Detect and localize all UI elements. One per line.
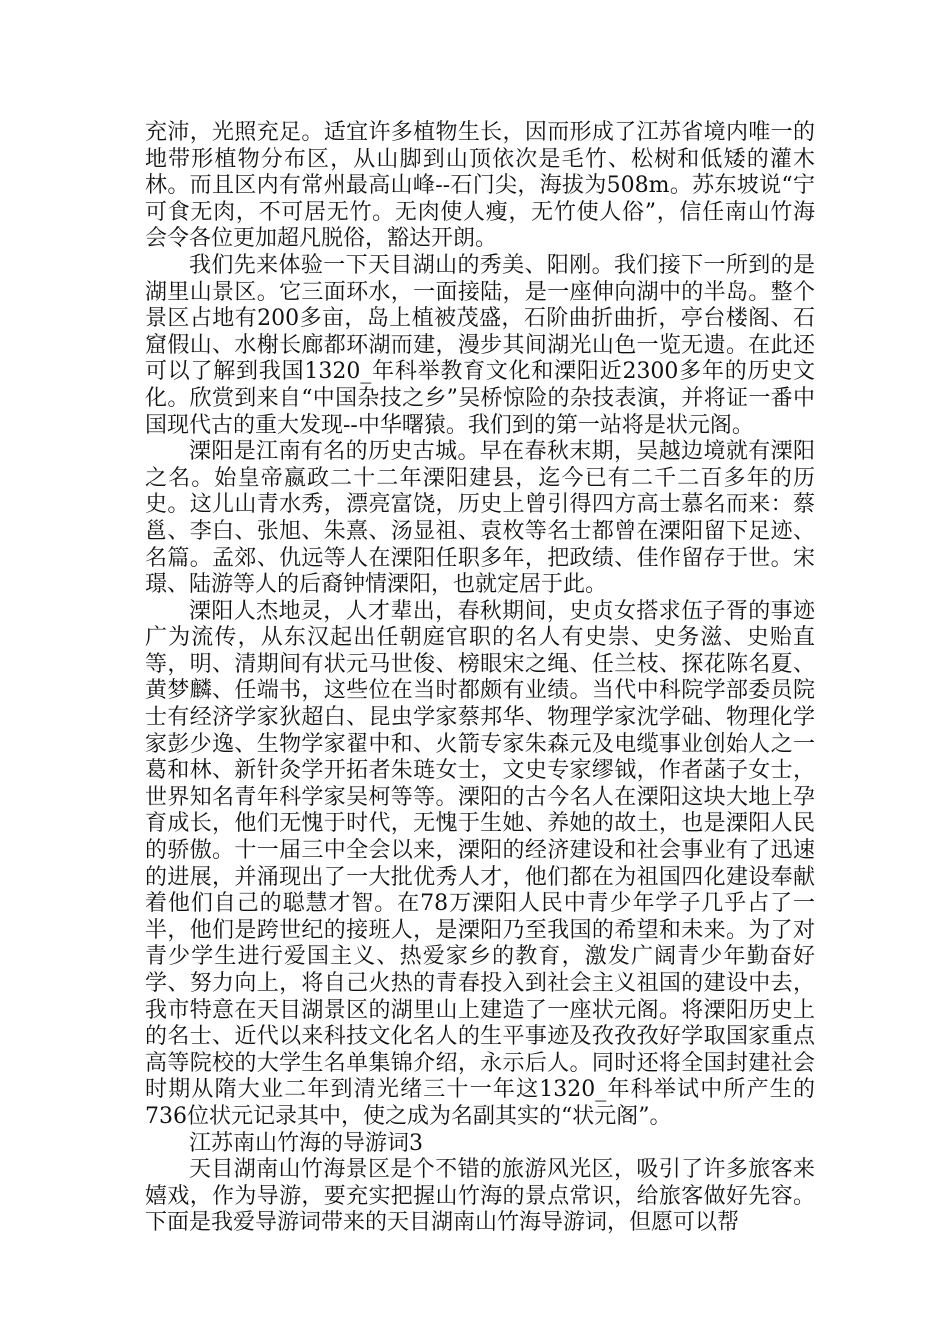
paragraph-liyang-people: 溧阳人杰地灵，人才辈出，春秋期间，史贞女搭求伍子胥的事迹广为流传，从东汉起出任朝庭官职的名人有史崇、史务滋、史贻直等，明、清期间有状元马世俊、榜眼宋之绳、任兰枝、探花陈名夏、黄梦麟、任端书，这些位在当时都颇有业绩。当代中科院学部委员院士有经济学家狄超白、昆虫学家蔡邦华、物理学家沈学础、物理化学家彭少逸、生物学家翟中和、火箭专家朱森元及电缆事业创始人之一葛和林、新针灸学开拓者朱琏女士，文史专家缪钺，作者菡子女士，世界知名青年科学家吴柯等等。溧阳的古今名人在溧阳这块大地上孕育成长，他们无愧于时代，无愧于生她、养她的故土，也是溧阳人民的骄傲。十一届三中全会以来，溧阳的经济建设和社会事业有了迅速的进展，并涌现出了一大批优秀人才，他们都在为祖国四化建设奉献着他们自己的聪慧才智。在78万溧阳人民中青少年学子几乎占了一半，他们是跨世纪的接班人，是溧阳乃至我国的希望和未来。为了对青少学生进行爱国主义、热爱家乡的教育，激发广阔青少年勤奋好学、努力向上，将自己火热的青春投入到社会主义祖国的建设中去，我市特意在天目湖景区的湖里山上建造了一座状元阁。将溧阳历史上的名士、近代以来科技文化名人的生平事迹及孜孜孜好学取国家重点高等院校的大学生名单集锦介绍，永示后人。同时还将全国封建社会时期从隋大业二年到清光绪三十一年这1320_年科举试中所产生的736位状元记录其中，使之成为名副其实的“状元阁”。: [145, 598, 815, 1129]
section-heading: 江苏南山竹海的导游词3: [189, 1130, 423, 1156]
paragraph-huli-mountain: 我们先来体验一下天目湖山的秀美、阳刚。我们接下一所到的是湖里山景区。它三面环水，一面接陆，是一座伸向湖中的半岛。整个景区占地有200多亩，岛上植被茂盛，石阶曲折曲折，亭台楼阁、石窟假山、水榭长廊都环湖而建，漫步其间湖光山色一览无遗。在此还可以了解到我国1320_年科举教育文化和溧阳近2300多年的历史文化。欣赏到来自“中国杂技之乡”吴桥惊险的杂技表演，并将证一番中国现代古的重大发现--中华曙猿。我们到的第一站将是状元阁。: [145, 252, 815, 438]
paragraph-nanshan-intro: 天目湖南山竹海景区是个不错的旅游风光区，吸引了许多旅客来嬉戏，作为导游，要充实把握山竹海的景点常识，给旅客做好先容。下面是我爱导游词带来的天目湖南山竹海导游词，但愿可以帮: [145, 1157, 815, 1236]
paragraph-bamboo-intro: 充沛，光照充足。适宜许多植物生长，因而形成了江苏省境内唯一的地带形植物分布区，从山脚到山顶依次是毛竹、松树和低矮的灌木林。而且区内有常州最高山峰--石门尖，海拔为508m。苏东坡说“宁可食无肉，不可居无竹。无肉使人瘦，无竹使人俗”，信任南山竹海会令各位更加超凡脱俗，豁达开朗。: [145, 120, 816, 252]
paragraph-liyang-history: 溧阳是江南有名的历史古城。早在春秋末期，吴越边境就有溧阳之名。始皇帝嬴政二十二年溧阳建县，迄今已有二千二百多年的历史。这儿山青水秀，漂亮富饶，历史上曾引得四方高士慕名而来：蔡邕、李白、张旭、朱熹、汤显祖、袁枚等名士都曾在溧阳留下足迹、名篇。孟郊、仇远等人在溧阳任职多年，把政绩、佳作留存于世。宋璟、陆游等人的后裔钟情溧阳，也就定居于此。: [145, 439, 815, 598]
document-page: [145, 120, 815, 1237]
